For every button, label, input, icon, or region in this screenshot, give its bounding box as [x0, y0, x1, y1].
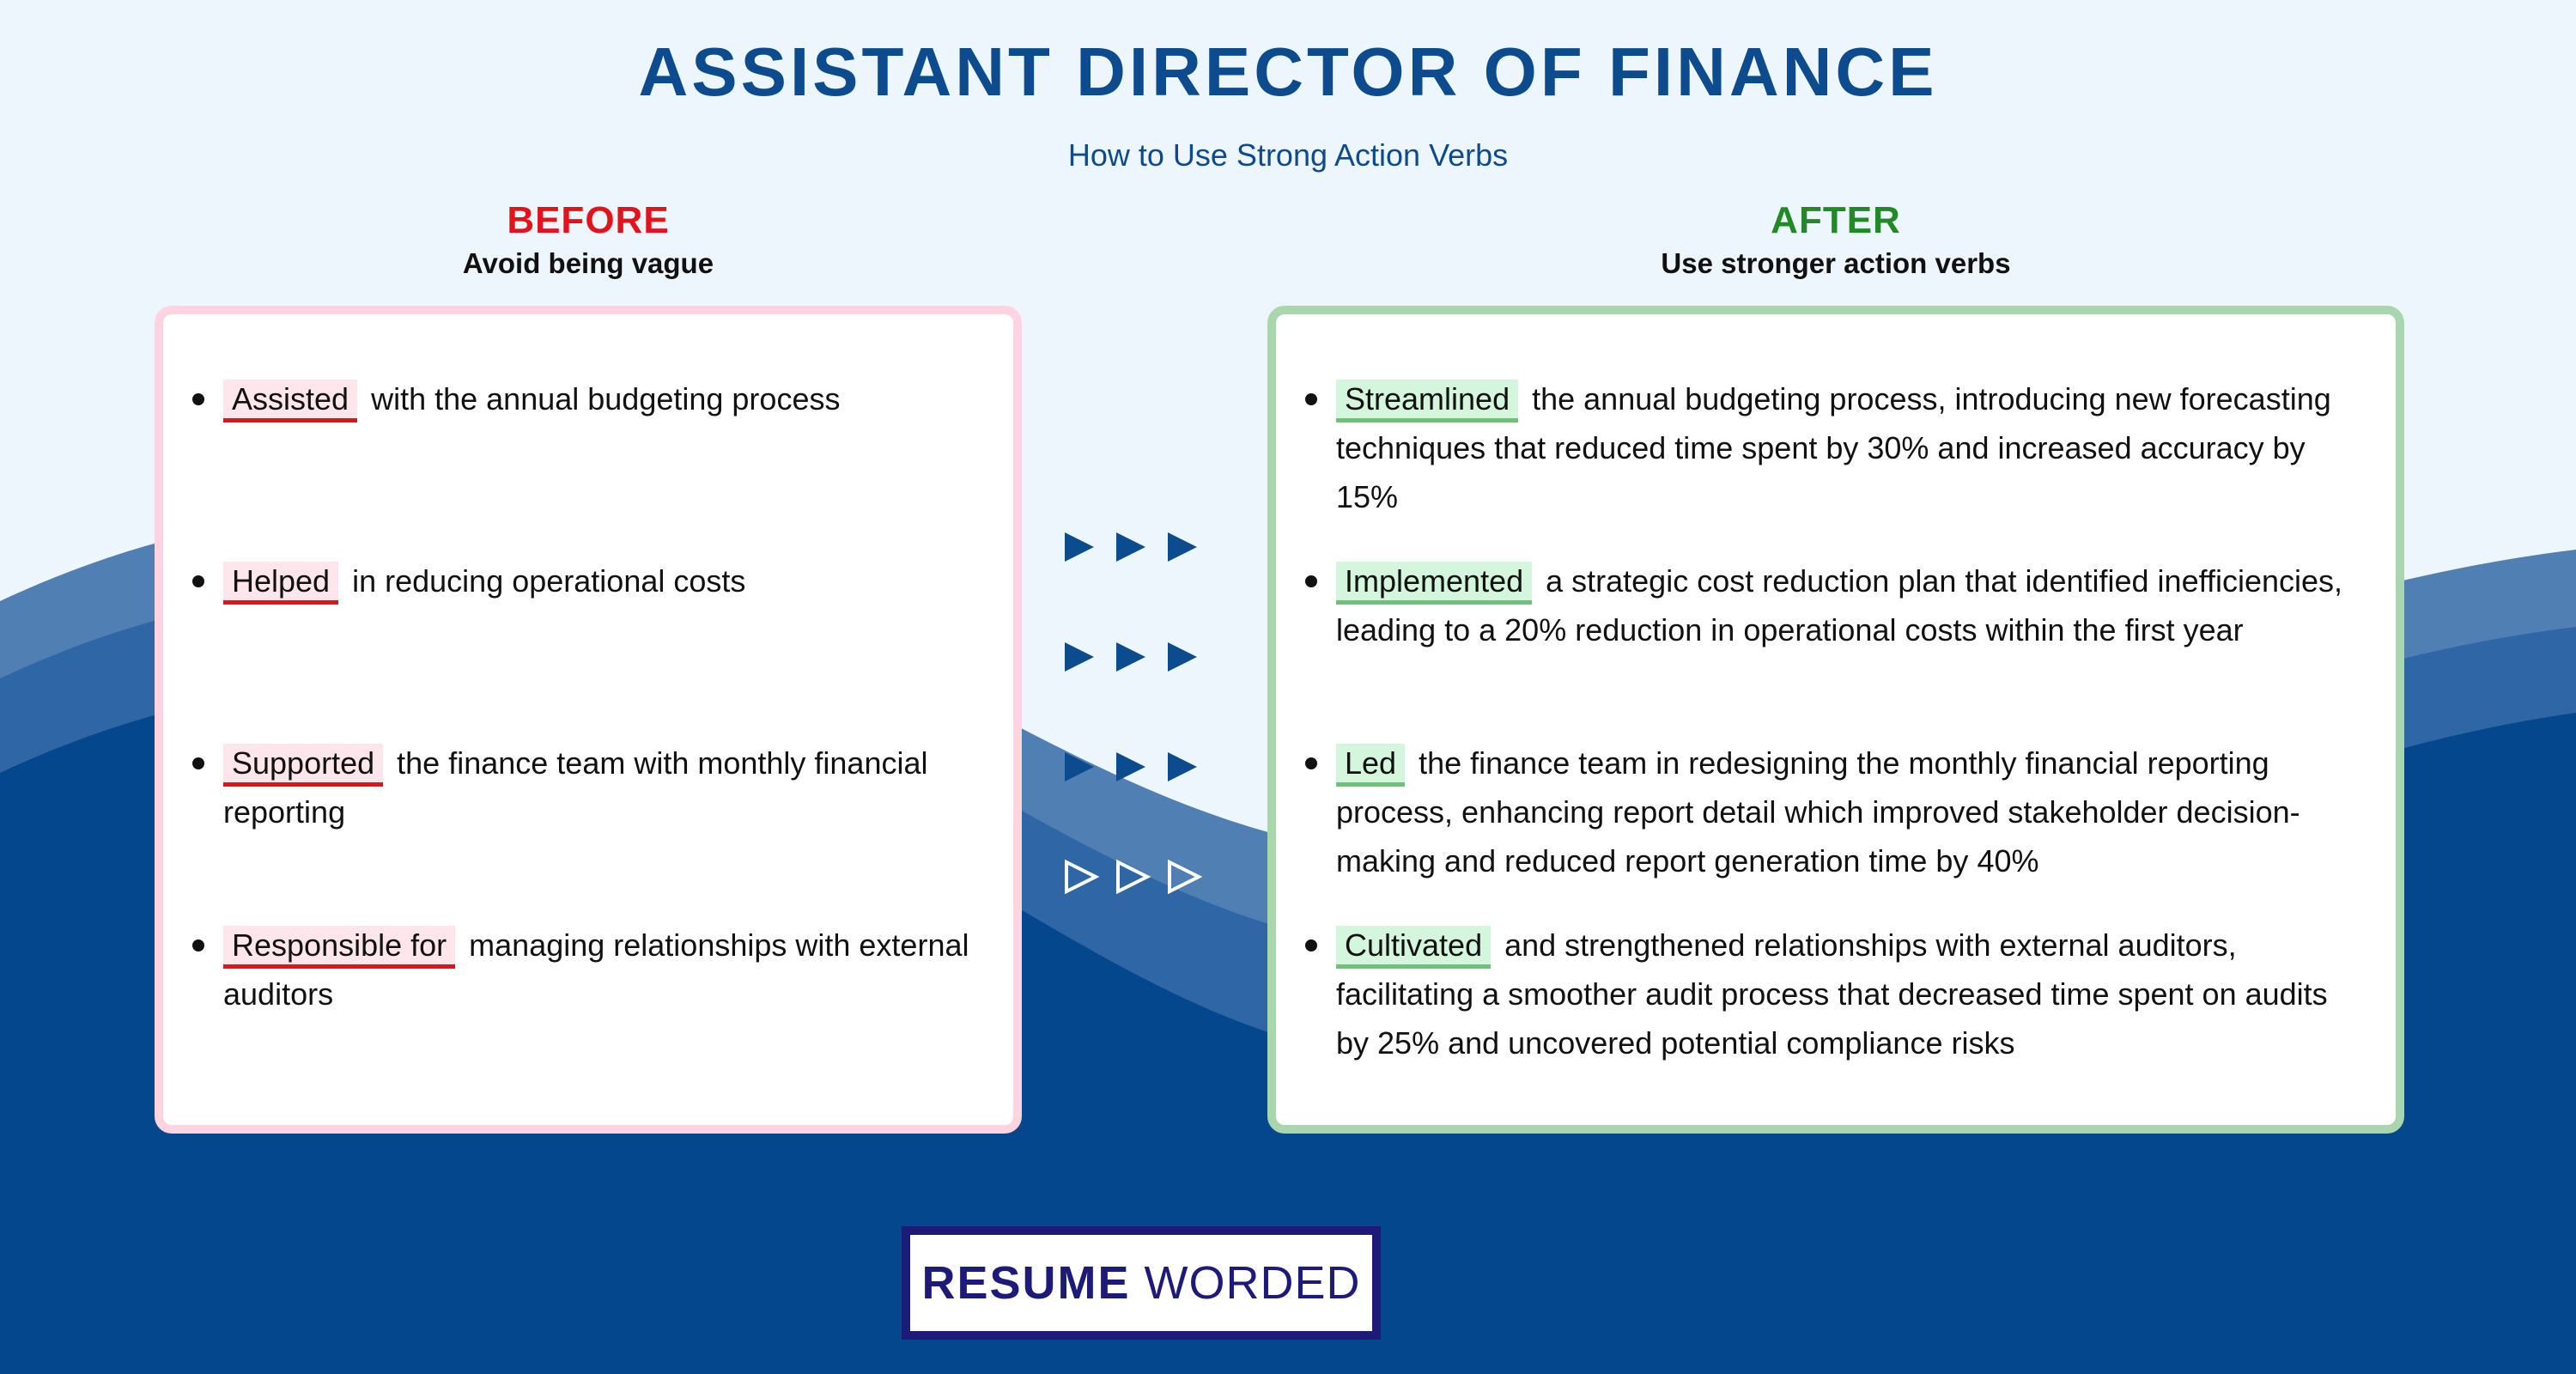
- logo-bold-text: RESUME: [921, 1257, 1131, 1309]
- weak-verb: Supported: [223, 744, 383, 787]
- before-item-text: managing relationships with external auditors: [223, 927, 969, 1012]
- play-arrow-filled-icon: [1168, 532, 1197, 562]
- strong-verb: Streamlined: [1336, 380, 1518, 423]
- arrow-row: [1061, 745, 1211, 788]
- before-item: [223, 739, 979, 836]
- after-item-text: the finance team in redesigning the monthly financial reporting process, enhancing report detail which improved stakeholder decision-making and reduced report generation time by 40%: [1336, 745, 2300, 879]
- weak-verb: Assisted: [223, 380, 357, 423]
- before-item-text: in reducing operational costs: [352, 563, 746, 599]
- bullet-icon: [1305, 575, 1317, 587]
- after-subheading: Use stronger action verbs: [1661, 247, 2011, 279]
- strong-verb: Implemented: [1336, 562, 1532, 605]
- before-item: [223, 921, 979, 1018]
- play-arrow-filled-icon: [1116, 642, 1145, 672]
- page-subtitle: How to Use Strong Action Verbs: [1067, 137, 1509, 173]
- after-heading: AFTER: [1771, 199, 1901, 241]
- before-item: [223, 374, 979, 423]
- weak-verb: Responsible for: [223, 926, 455, 969]
- bullet-icon: [192, 757, 204, 769]
- page-title: ASSISTANT DIRECTOR OF FINANCE: [638, 33, 1938, 110]
- arrow-row: [1061, 635, 1211, 678]
- before-item-text: the finance team with monthly financial reporting: [223, 745, 928, 830]
- after-item-text: the annual budgeting process, introducing new forecasting techniques that reduced time spent by 30% and increased accuracy by 15%: [1336, 381, 2331, 514]
- arrow-row: [1061, 526, 1211, 568]
- bullet-icon: [1305, 939, 1317, 951]
- play-arrow-outline-icon: [1118, 862, 1147, 891]
- after-item: [1336, 374, 2366, 521]
- after-item: [1336, 739, 2366, 885]
- play-arrow-filled-icon: [1065, 642, 1094, 672]
- play-arrow-filled-icon: [1116, 532, 1145, 562]
- strong-verb: Led: [1336, 744, 1405, 787]
- before-heading: BEFORE: [507, 199, 670, 241]
- play-arrow-filled-icon: [1065, 752, 1094, 781]
- play-arrow-outline-icon: [1170, 862, 1199, 891]
- after-item: [1336, 556, 2366, 654]
- play-arrow-filled-icon: [1168, 752, 1197, 781]
- play-arrow-filled-icon: [1116, 752, 1145, 781]
- before-subheading: Avoid being vague: [462, 247, 714, 279]
- bullet-icon: [1305, 757, 1317, 769]
- play-arrow-filled-icon: [1065, 532, 1094, 562]
- after-header: [1267, 199, 2404, 280]
- after-item-text: and strengthened relationships with external auditors, facilitating a smoother audit process that decreased time spent on audits by 25% and uncovered potential compliance risks: [1336, 927, 2328, 1061]
- after-item: [1336, 921, 2366, 1067]
- before-item-text: with the annual budgeting process: [371, 381, 841, 416]
- after-item-text: a strategic cost reduction plan that identified inefficiencies, leading to a 20% reduction in operational costs within the first year: [1336, 563, 2343, 647]
- before-item: [223, 556, 979, 605]
- before-panel: [155, 306, 1022, 1134]
- play-arrow-filled-icon: [1168, 642, 1197, 672]
- bullet-icon: [192, 393, 204, 405]
- arrow-row: [1061, 855, 1211, 898]
- after-panel: [1267, 306, 2404, 1134]
- play-arrow-outline-icon: [1066, 862, 1096, 891]
- weak-verb: Helped: [223, 562, 338, 605]
- bullet-icon: [192, 939, 204, 951]
- before-header: [155, 199, 1022, 280]
- bullet-icon: [1305, 393, 1317, 405]
- strong-verb: Cultivated: [1336, 926, 1491, 969]
- logo-regular-text: WORDED: [1144, 1257, 1361, 1309]
- resume-worded-logo[interactable]: [902, 1226, 1381, 1340]
- bullet-icon: [192, 575, 204, 587]
